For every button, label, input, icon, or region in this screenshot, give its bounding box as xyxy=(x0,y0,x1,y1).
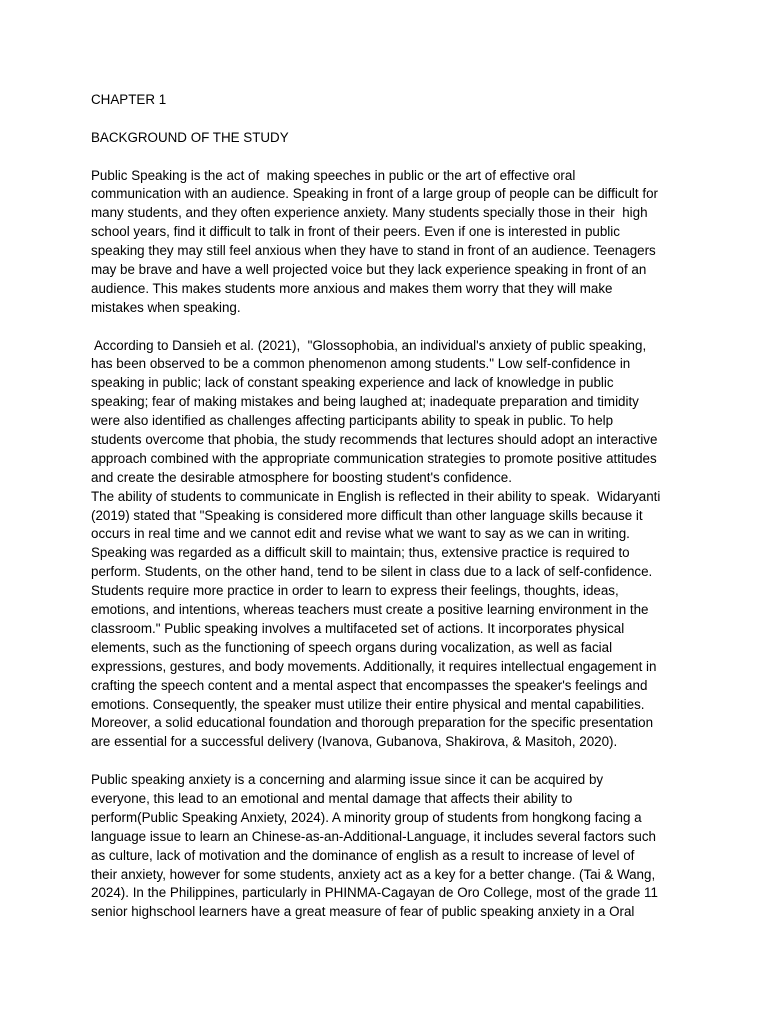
paragraph-line: may be brave and have a well projected voice but they lack experience speaking in front of an xyxy=(91,262,647,278)
paragraph-line: 2024). In the Philippines, particularly in PHINMA-Cagayan de Oro College, most of the grade 11 xyxy=(91,885,658,901)
paragraph-gap xyxy=(91,318,681,337)
paragraph xyxy=(91,337,681,753)
paragraph xyxy=(91,167,681,318)
paragraph-line: elements, such as the functioning of speech organs during vocalization, as well as facial xyxy=(91,639,613,655)
paragraph-line: school years, find it difficult to talk in front of their peers. Even if one is interested in public xyxy=(91,224,620,240)
paragraph-line: as culture, lack of motivation and the dominance of english as a result to increase of level of xyxy=(91,847,635,863)
paragraph-line: classroom." Public speaking involves a multifaceted set of actions. It incorporates physical xyxy=(91,620,625,636)
section-title: BACKGROUND OF THE STUDY xyxy=(91,129,289,145)
paragraph-line: speaking they may still feel anxious when they have to stand in front of an audience. Teenagers xyxy=(91,243,656,259)
paragraph-line: Moreover, a solid educational foundation and thorough preparation for the specific presentation xyxy=(91,715,654,731)
paragraph-line: crafting the speech content and a mental aspect that encompasses the speaker's feelings and xyxy=(91,677,648,693)
paragraph-line: The ability of students to communicate in English is reflected in their ability to speak. Widaryanti xyxy=(91,488,661,504)
document-body xyxy=(91,167,681,923)
paragraph-line: emotions, and intentions, whereas teachers must create a positive learning environment in the xyxy=(91,602,649,618)
paragraph-line: approach combined with the appropriate communication strategies to promote positive attitudes xyxy=(91,450,657,466)
paragraph-line: everyone, this lead to an emotional and mental damage that affects their ability to xyxy=(91,790,573,806)
paragraph-line: perform(Public Speaking Anxiety, 2024). A minority group of students from hongkong facing a xyxy=(91,809,642,825)
paragraph-line: senior highschool learners have a great measure of fear of public speaking anxiety in a Oral xyxy=(91,904,635,920)
paragraph-line: are essential for a successful delivery (Ivanova, Gubanova, Shakirova, & Masitoh, 2020). xyxy=(91,734,618,750)
paragraph-line: audience. This makes students more anxious and makes them worry that they will make xyxy=(91,280,613,296)
paragraph-line: Speaking was regarded as a difficult skill to maintain; thus, extensive practice is required to xyxy=(91,545,630,561)
paragraph-line: Students require more practice in order to learn to express their feelings, thoughts, ideas, xyxy=(91,583,619,599)
paragraph-line: communication with an audience. Speaking in front of a large group of people can be difficult for xyxy=(91,186,658,202)
paragraph-line: has been observed to be a common phenomenon among students." Low self-confidence in xyxy=(91,356,631,372)
paragraph-line: were also identified as challenges affecting participants ability to speak in public. To help xyxy=(91,413,614,429)
paragraph-line: perform. Students, on the other hand, tend to be silent in class due to a lack of self-confidence. xyxy=(91,564,653,580)
paragraph-line: many students, and they often experience anxiety. Many students specially those in their high xyxy=(91,205,648,221)
document-page xyxy=(91,91,681,922)
paragraph-line: Public Speaking is the act of making speeches in public or the art of effective oral xyxy=(91,167,576,183)
paragraph-line: expressions, gestures, and body movements. Additionally, it requires intellectual engagement in xyxy=(91,658,657,674)
paragraph-line: emotions. Consequently, the speaker must utilize their entire physical and mental capabilities. xyxy=(91,696,645,712)
paragraph-line: Public speaking anxiety is a concerning and alarming issue since it can be acquired by xyxy=(91,772,604,788)
paragraph-line: occurs in real time and we cannot edit and revise what we want to say as we can in writing. xyxy=(91,526,630,542)
paragraph-line: speaking in public; lack of constant speaking experience and lack of knowledge in public xyxy=(91,375,614,391)
paragraph-line: language issue to learn an Chinese-as-an-Additional-Language, it includes several factors such xyxy=(91,828,656,844)
paragraph xyxy=(91,771,681,922)
paragraph-line: and create the desirable atmosphere for boosting student's confidence. xyxy=(91,469,512,485)
paragraph-line: mistakes when speaking. xyxy=(91,299,241,315)
paragraph-line: (2019) stated that "Speaking is considered more difficult than other language skills because it xyxy=(91,507,643,523)
paragraph-gap xyxy=(91,752,681,771)
paragraph-line: students overcome that phobia, the study recommends that lectures should adopt an interactive xyxy=(91,432,658,448)
chapter-heading: CHAPTER 1 xyxy=(91,92,167,107)
paragraph-line: According to Dansieh et al. (2021), "Glossophobia, an individual's anxiety of public speaking, xyxy=(91,337,647,353)
paragraph-line: their anxiety, however for some students, anxiety act as a key for a better change. (Tai & Wang, xyxy=(91,866,656,882)
paragraph-line: speaking; fear of making mistakes and being laughed at; inadequate preparation and timidity xyxy=(91,394,639,410)
